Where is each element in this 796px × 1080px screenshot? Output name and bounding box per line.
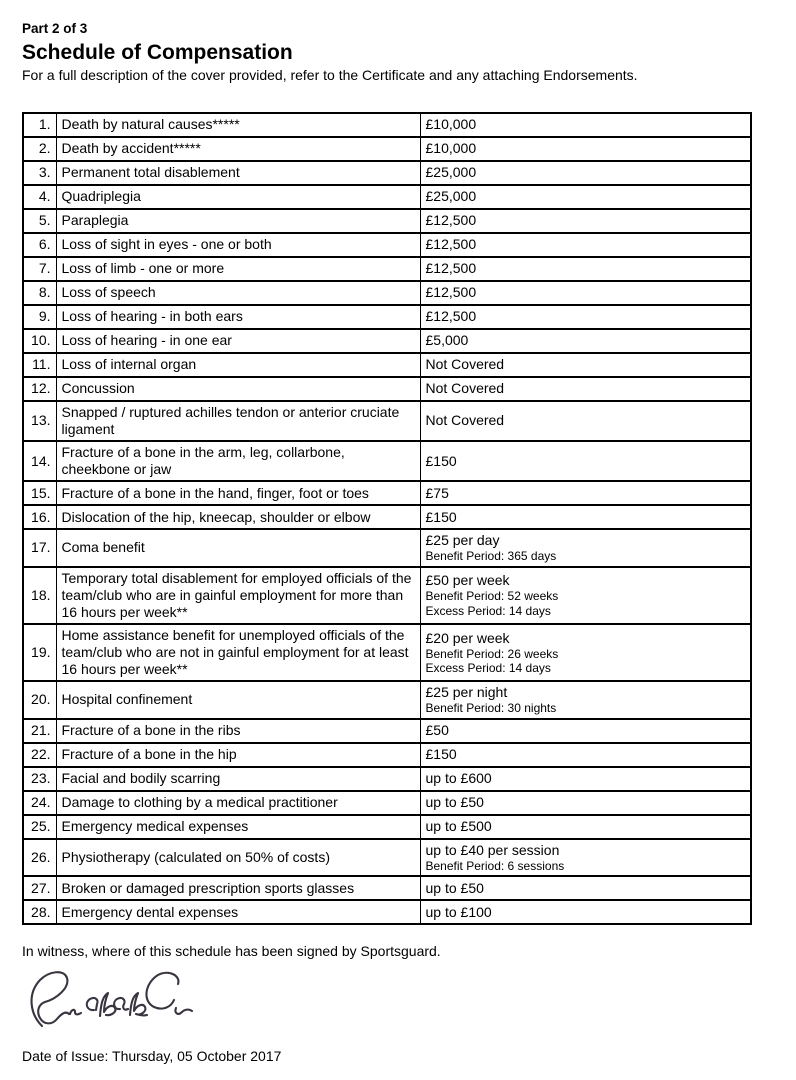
row-value-amount: up to £40 per session [425,841,560,858]
row-value [420,353,751,377]
table-row [23,900,751,924]
row-number: 21. [23,719,56,743]
row-value-amount: Not Covered [425,412,505,429]
row-value [420,209,751,233]
row-value-note: Benefit Period: 30 nights [425,701,557,716]
row-value-amount: £50 per week [425,572,510,589]
table-row [23,209,751,233]
row-number: 23. [23,767,56,791]
page-title: Schedule of Compensation [22,41,293,65]
row-description: Permanent total disablement [56,161,420,185]
row-value [420,567,751,624]
row-value [420,481,751,505]
table-row [23,567,751,624]
row-value [420,185,751,209]
table-row [23,305,751,329]
row-description: Loss of limb - one or more [56,257,420,281]
table-row [23,481,751,505]
row-value-amount: £25,000 [425,164,477,181]
row-description: Dislocation of the hip, kneecap, shoulder or elbow [56,505,420,529]
row-value-note: Excess Period: 14 days [425,661,551,676]
row-value [420,505,751,529]
witness-statement: In witness, where of this schedule has been signed by Sportsguard. [22,943,441,960]
table-row [23,161,751,185]
row-value [420,743,751,767]
row-number: 25. [23,815,56,839]
row-description: Hospital confinement [56,681,420,718]
row-value-amount: £25 per day [425,532,500,549]
row-value [420,839,751,876]
table-row [23,767,751,791]
row-value [420,281,751,305]
row-description: Loss of hearing - in one ear [56,329,420,353]
row-number: 24. [23,791,56,815]
table-row [23,257,751,281]
row-number: 15. [23,481,56,505]
row-value-amount: £12,500 [425,212,477,229]
row-value-amount: £25,000 [425,188,477,205]
row-value-amount: Not Covered [425,356,505,373]
row-value-note: Benefit Period: 52 weeks [425,589,559,604]
table-row [23,791,751,815]
row-value [420,257,751,281]
row-description: Fracture of a bone in the hip [56,743,420,767]
row-description: Snapped / ruptured achilles tendon or anterior cruciate ligament [56,401,420,441]
row-value [420,900,751,924]
row-value [420,815,751,839]
row-value-note: Benefit Period: 26 weeks [425,646,559,661]
row-number: 22. [23,743,56,767]
row-number: 20. [23,681,56,718]
row-description: Fracture of a bone in the ribs [56,719,420,743]
row-value [420,719,751,743]
row-value-amount: up to £50 [425,879,484,896]
table-row [23,441,751,481]
row-value [420,329,751,353]
row-number: 7. [23,257,56,281]
row-description: Loss of speech [56,281,420,305]
row-description: Paraplegia [56,209,420,233]
row-number: 12. [23,377,56,401]
row-description: Emergency dental expenses [56,900,420,924]
row-value [420,876,751,900]
row-number: 11. [23,353,56,377]
row-number: 13. [23,401,56,441]
row-value [420,113,751,137]
row-value [420,791,751,815]
row-description: Quadriplegia [56,185,420,209]
row-value [420,624,751,681]
row-value-amount: £150 [425,508,457,525]
table-row [23,113,751,137]
row-description: Facial and bodily scarring [56,767,420,791]
compensation-table [22,112,752,925]
table-row [23,815,751,839]
row-description: Death by accident***** [56,137,420,161]
table-row [23,743,751,767]
table-row [23,876,751,900]
row-number: 16. [23,505,56,529]
row-description: Loss of sight in eyes - one or both [56,233,420,257]
row-value-amount: £5,000 [425,332,469,349]
row-number: 18. [23,567,56,624]
row-number: 26. [23,839,56,876]
table-row [23,353,751,377]
row-number: 19. [23,624,56,681]
row-value-amount: £75 [425,484,449,501]
row-description: Coma benefit [56,529,420,566]
row-number: 4. [23,185,56,209]
row-value [420,305,751,329]
row-description: Temporary total disablement for employed officials of the team/club who are in gainful employment for more than 16 hours per week** [56,567,420,624]
row-value [420,233,751,257]
row-description: Concussion [56,377,420,401]
row-number: 27. [23,876,56,900]
table-row [23,681,751,718]
row-number: 8. [23,281,56,305]
row-value [420,441,751,481]
signature-image [26,967,194,1031]
row-value [420,681,751,718]
row-number: 9. [23,305,56,329]
table-row [23,624,751,681]
row-number: 2. [23,137,56,161]
row-value-amount: £25 per night [425,684,508,701]
date-of-issue: Date of Issue: Thursday, 05 October 2017 [22,1047,282,1064]
table-row [23,233,751,257]
row-value-amount: £12,500 [425,236,477,253]
table-row [23,505,751,529]
row-value-amount: £50 [425,722,449,739]
table-row [23,529,751,566]
row-description: Broken or damaged prescription sports glasses [56,876,420,900]
row-number: 10. [23,329,56,353]
row-value-note: Benefit Period: 6 sessions [425,858,565,873]
row-description: Emergency medical expenses [56,815,420,839]
row-value-amount: £12,500 [425,284,477,301]
row-description: Loss of hearing - in both ears [56,305,420,329]
row-value-note: Benefit Period: 365 days [425,549,557,564]
page-subtitle: For a full description of the cover provided, refer to the Certificate and any attaching Endorsements. [22,67,638,84]
row-value [420,137,751,161]
row-number: 1. [23,113,56,137]
table-row [23,281,751,305]
table-row [23,137,751,161]
table-row [23,185,751,209]
row-value-amount: £150 [425,452,457,469]
row-description: Home assistance benefit for unemployed officials of the team/club who are not in gainful employment for at least 16 hours per week** [56,624,420,681]
row-number: 3. [23,161,56,185]
row-description: Loss of internal organ [56,353,420,377]
row-number: 6. [23,233,56,257]
row-value-note: Excess Period: 14 days [425,603,551,618]
row-number: 5. [23,209,56,233]
row-number: 14. [23,441,56,481]
table-row [23,401,751,441]
row-value-amount: Not Covered [425,380,505,397]
row-value-amount: £150 [425,746,457,763]
row-value-amount: £10,000 [425,116,477,133]
table-row [23,719,751,743]
row-value-amount: up to £600 [425,770,492,787]
table-row [23,839,751,876]
part-label: Part 2 of 3 [22,21,88,36]
row-number: 28. [23,900,56,924]
row-number: 17. [23,529,56,566]
row-value [420,529,751,566]
row-value [420,401,751,441]
row-value-amount: up to £100 [425,903,492,920]
row-value [420,161,751,185]
table-row [23,329,751,353]
row-value [420,377,751,401]
row-description: Physiotherapy (calculated on 50% of costs) [56,839,420,876]
row-value-amount: up to £50 [425,794,484,811]
table-row [23,377,751,401]
row-value-amount: £10,000 [425,140,477,157]
row-value-amount: up to £500 [425,818,492,835]
row-description: Fracture of a bone in the hand, finger, foot or toes [56,481,420,505]
row-value-amount: £20 per week [425,629,510,646]
row-description: Fracture of a bone in the arm, leg, collarbone, cheekbone or jaw [56,441,420,481]
row-value-amount: £12,500 [425,308,477,325]
row-description: Death by natural causes***** [56,113,420,137]
row-value [420,767,751,791]
row-description: Damage to clothing by a medical practitioner [56,791,420,815]
row-value-amount: £12,500 [425,260,477,277]
